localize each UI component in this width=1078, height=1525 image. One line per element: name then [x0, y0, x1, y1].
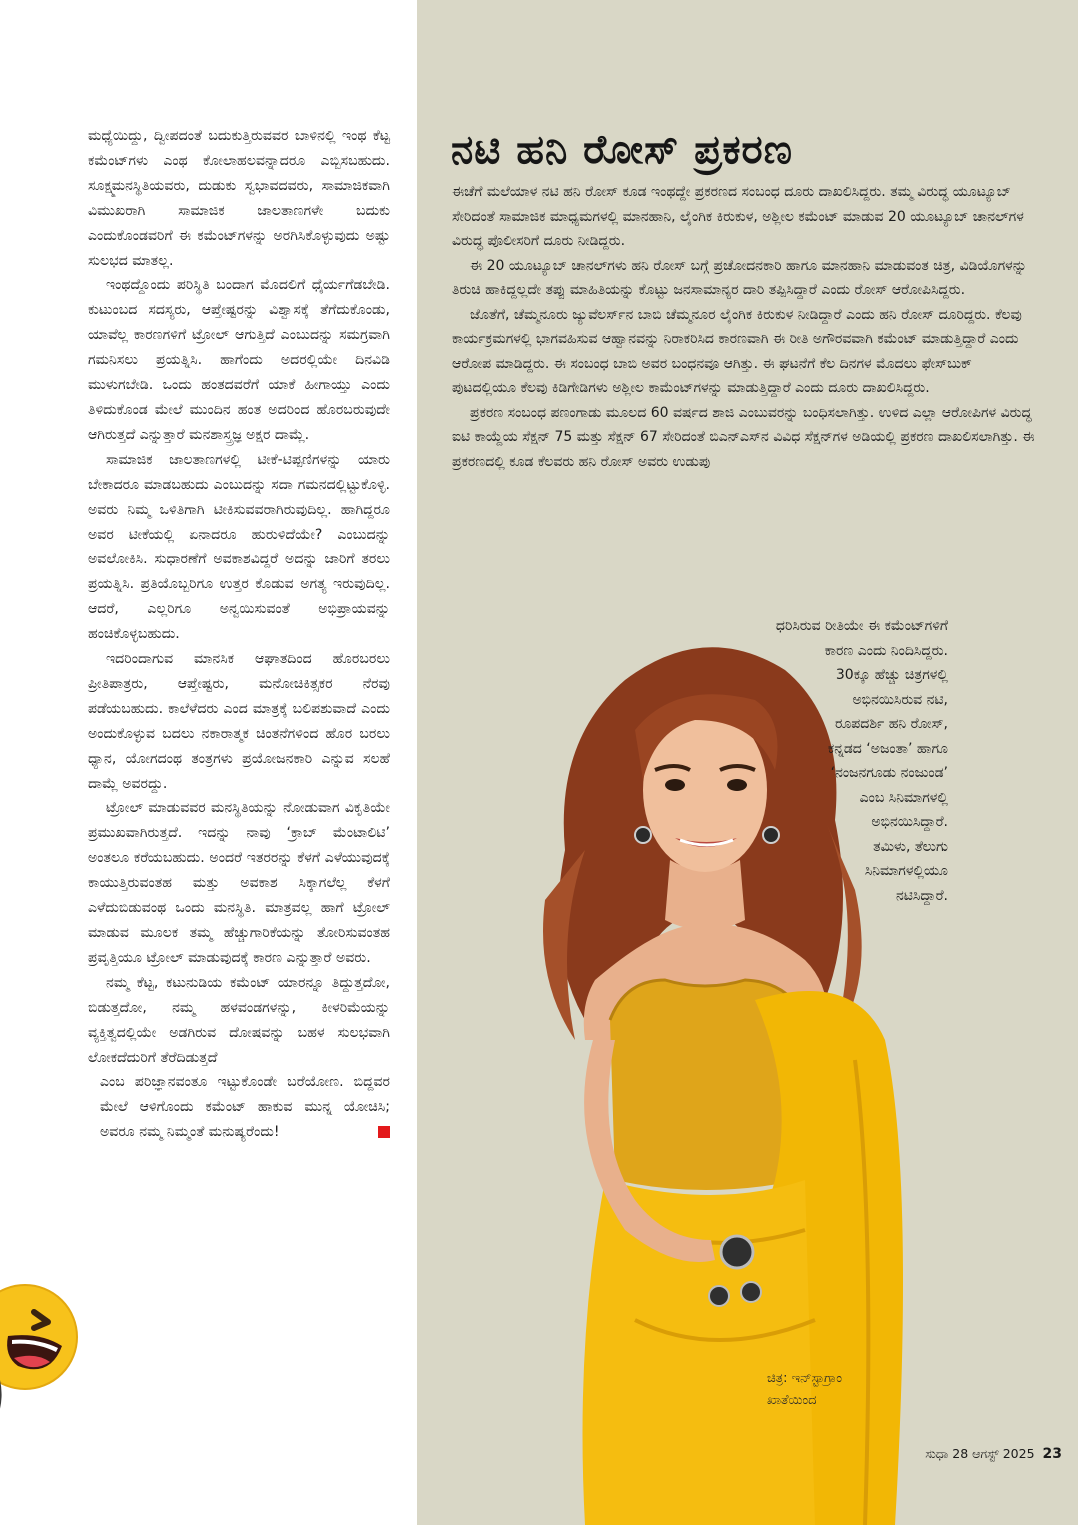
left-paragraph-4: ಇದರಿಂದಾಗುವ ಮಾನಸಿಕ ಆಘಾತದಿಂದ ಹೊರಬರಲು ಪ್ರೀತಿಪಾತ್ರರು, ಆಪ್ತೇಷ್ಟರು, ಮನೋಚಿಕಿತ್ಸಕರ ನೆರವು ಪಡೆಯಬಹುದು. ಕಾಲೆಳೆದರು ಎಂದ ಮಾತ್ರಕ್ಕೆ ಬಲಿಪಶುವಾದೆ ಎಂದು ಅಂದುಕೊಳ್ಳುವ ಬದಲು ನಕಾರಾತ್ಮಕ ಚಿಂತನೆಗಳಿಂದ ಹೊರ ಬರಲು ಧ್ಯಾನ, ಯೋಗದಂಥ ತಂತ್ರಗಳು ಪ್ರಯೋಜನಕಾರಿ ಎನ್ನುವ ಸಲಹೆ ದಾಮ್ಲೆ ಅವರದ್ದು. — [88, 651, 390, 792]
left-column — [0, 0, 417, 1525]
right-paragraph-3: ಜೊತೆಗೆ, ಚೆಮ್ಮನೂರು ಜ್ಯುವೆಲರ್ಸ್‌ನ ಬಾಬಿ ಚೆಮ್ಮನೂರ ಲೈಂಗಿಕ ಕಿರುಕುಳ ನೀಡಿದ್ದಾರೆ ಎಂದು ಹನಿ ರೋಸ್ ದೂರಿದ್ದರು. ಕೆಲವು ಕಾರ್ಯಕ್ರಮಗಳಲ್ಲಿ ಭಾಗವಹಿಸುವ ಆಹ್ವಾನವನ್ನು ನಿರಾಕರಿಸಿದ ಕಾರಣವಾಗಿ ಈ ರೀತಿ ಅಗೌರವವಾಗಿ ಕಮೆಂಟ್ ಮಾಡುತ್ತಿದ್ದಾರೆ ಎಂದು ಆರೋಪ ಮಾಡಿದ್ದರು. ಈ ಸಂಬಂಧ ಬಾಬಿ ಅವರ ಬಂಧನವೂ ಆಗಿತ್ತು. ಈ ಘಟನೆಗೆ ಕೆಲ ದಿನಗಳ ಮೊದಲು ಫೇಸ್‌ಬುಕ್ ಪುಟದಲ್ಲಿಯೂ ಕೆಲವು ಕಿಡಿಗೇಡಿಗಳು ಅಶ್ಲೀಲ ಕಾಮೆಂಟ್‌ಗಳನ್ನು ಮಾಡುತ್ತಿದ್ದಾರೆ ಎಂದು ದೂರು ದಾಖಲಿಸಿದ್ದರು. — [452, 306, 1022, 396]
caption-line: ರೂಪದರ್ಶಿ ಹನಿ ರೋಸ್, — [834, 716, 948, 732]
caption-line: ಎಂಬ ಸಿನಿಮಾಗಳಲ್ಲಿ — [859, 789, 948, 806]
caption-line: ‘ನಂಜನಗೂಡು ನಂಜುಂಡ’ — [830, 765, 948, 781]
right-article-body — [452, 180, 1037, 474]
image-caption — [618, 614, 948, 908]
right-paragraph-4: ಪ್ರಕರಣ ಸಂಬಂಧ ಪಣಂಗಾಡು ಮೂಲದ 60 ವರ್ಷದ ಶಾಜಿ ಎಂಬುವರನ್ನು ಬಂಧಿಸಲಾಗಿತ್ತು. ಉಳಿದ ಎಲ್ಲಾ ಆರೋಪಿಗಳ ವಿರುದ್ಧ ಐಟಿ ಕಾಯ್ದೆಯ ಸೆಕ್ಷನ್ 75 ಮತ್ತು ಸೆಕ್ಷನ್ 67 ಸೇರಿದಂತೆ ಬಿಎನ್‌ಎಸ್‌ನ ವಿವಿಧ ಸೆಕ್ಷನ್‌ಗಳ ಅಡಿಯಲ್ಲಿ ಪ್ರಕರಣ ದಾಖಲಿಸಲಾಗಿತ್ತು. ಈ ಪ್ರಕರಣದಲ್ಲಿ ಕೂಡ ಕೆಲವರು ಹನಿ ರೋಸ್ ಅವರು ಉಡುಪು — [452, 404, 1035, 470]
caption-line: ಕಾರಣ ಎಂದು ನಿಂದಿಸಿದ್ದರು. — [824, 642, 948, 659]
caption-line: ಅಭಿನಯಿಸಿರುವ ನಟಿ, — [852, 691, 948, 708]
caption-line: ತಮಿಳು, ತೆಲುಗು — [873, 838, 948, 855]
left-paragraph-tail — [88, 1070, 390, 1145]
caption-line: ಕನ್ನಡದ ‘ಅಜಂತಾ’ ಹಾಗೂ — [827, 740, 948, 757]
caption-line: 30ಕ್ಕೂ ಹೆಚ್ಚು ಚಿತ್ರಗಳಲ್ಲಿ — [835, 667, 948, 683]
left-paragraph-3: ಸಾಮಾಜಿಕ ಜಾಲತಾಣಗಳಲ್ಲಿ ಟೀಕೆ-ಟಿಪ್ಪಣಿಗಳನ್ನು ಯಾರು ಬೇಕಾದರೂ ಮಾಡಬಹುದು ಎಂಬುದನ್ನು ಸದಾ ಗಮನದಲ್ಲಿಟ್ಟುಕೊಳ್ಳಿ. ಅವರು ನಿಮ್ಮ ಒಳಿತಿಗಾಗಿ ಟೀಕಿಸುವವರಾಗಿರುವುದಿಲ್ಲ. ಹಾಗಿದ್ದರೂ ಅವರ ಟೀಕೆಯಲ್ಲಿ ಏನಾದರೂ ಹುರುಳಿದೆಯೇ? ಎಂಬುದನ್ನು ಅವಲೋಕಿಸಿ. ಸುಧಾರಣೆಗೆ ಅವಕಾಶವಿದ್ದರೆ ಅದನ್ನು ಜಾರಿಗೆ ತರಲು ಪ್ರಯತ್ನಿಸಿ. ಪ್ರತಿಯೊಬ್ಬರಿಗೂ ಉತ್ತರ ಕೊಡುವ ಅಗತ್ಯ ಇರುವುದಿಲ್ಲ. ಆದರೆ, ಎಲ್ಲರಿಗೂ ಅನ್ವಯಿಸುವಂತೆ ಅಭಿಪ್ರಾಯವನ್ನು ಹಂಚಿಕೊಳ್ಳಬಹುದು. — [88, 451, 390, 643]
left-paragraph-1: ಮಧ್ಯೆಯಿದ್ದು, ದ್ವೀಪದಂತೆ ಬದುಕುತ್ತಿರುವವರ ಬಾಳಿನಲ್ಲಿ ಇಂಥ ಕೆಟ್ಟ ಕಮೆಂಟ್‌ಗಳು ಎಂಥ ಕೋಲಾಹಲವನ್ನಾದರೂ ಎಬ್ಬಿಸಬಹುದು. ಸೂಕ್ಷ್ಮಮನಸ್ಥಿತಿಯವರು, ದುಡುಕು ಸ್ವಭಾವದವರು, ಸಾಮಾಜಿಕವಾಗಿ ವಿಮುಖರಾಗಿ ಸಾಮಾಜಿಕ ಜಾಲತಾಣಗಳೇ ಬದುಕು ಎಂದುಕೊಂಡವರಿಗೆ ಈ ಕಮೆಂಟ್‌ಗಳನ್ನು ಅರಗಿಸಿಕೊಳ್ಳುವುದು ಅಷ್ಟು ಸುಲಭದ ಮಾತಲ್ಲ. — [88, 128, 390, 269]
caption-line: ನಟಿಸಿದ್ದಾರೆ. — [895, 887, 948, 904]
photo-credit-line: ಚಿತ್ರ: ಇನ್‌ಸ್ಟಾಗ್ರಾಂ — [767, 1371, 842, 1386]
left-paragraph-2: ಇಂಥದ್ದೊಂದು ಪರಿಸ್ಥಿತಿ ಬಂದಾಗ ಮೊದಲಿಗೆ ಧೈರ್ಯಗೆಡಬೇಡಿ. ಕುಟುಂಬದ ಸದಸ್ಯರು, ಆಪ್ತೇಷ್ಟರನ್ನು ವಿಶ್ವಾಸಕ್ಕೆ ತೆಗೆದುಕೊಂಡು, ಯಾವೆಲ್ಲ ಕಾರಣಗಳಿಗೆ ಟ್ರೋಲ್ ಆಗುತ್ತಿದೆ ಎಂಬುದನ್ನು ಸಮಗ್ರವಾಗಿ ಗಮನಿಸಲು ಪ್ರಯತ್ನಿಸಿ. ಹಾಗೆಂದು ಅದರಲ್ಲಿಯೇ ದಿನವಿಡಿ ಮುಳುಗಬೇಡಿ. ಒಂದು ಹಂತದವರೆಗೆ ಯಾಕೆ ಹೀಗಾಯ್ತು ಎಂದು ತಿಳಿದುಕೊಂಡ ಮೇಲೆ ಮುಂದಿನ ಹಂತ ಅದರಿಂದ ಹೊರಬರುವುದೇ ಆಗಿರುತ್ತದೆ ಎನ್ನುತ್ತಾರೆ ಮನಶಾಸ್ತ್ರಜ್ಞ ಅಕ್ಷರ ದಾಮ್ಲೆ. — [88, 277, 390, 443]
right-paragraph-2: ಈ 20 ಯೂಟ್ಯೂಬ್ ಚಾನಲ್‌ಗಳು ಹನಿ ರೋಸ್ ಬಗ್ಗೆ ಪ್ರಚೋದನಕಾರಿ ಹಾಗೂ ಮಾನಹಾನಿ ಮಾಡುವಂತ ಚಿತ್ರ, ವಿಡಿಯೊಗಳನ್ನು ತಿರುಚಿ ಹಾಕಿದ್ದಲ್ಲದೇ ತಪ್ಪು ಮಾಹಿತಿಯನ್ನು ಕೊಟ್ಟು ಜನಸಾಮಾನ್ಯರ ದಾರಿ ತಪ್ಪಿಸಿದ್ದಾರೆ ಎಂದು ರೋಸ್ ಆರೋಪಿಸಿದ್ದರು. — [452, 257, 1027, 298]
page-footer — [925, 1446, 1062, 1462]
caption-line: ಸಿನಿಮಾಗಳಲ್ಲಿಯೂ — [864, 863, 948, 879]
photo-credit-line: ಖಾತೆಯಿಂದ — [767, 1393, 817, 1408]
page-number: 23 — [1042, 1446, 1062, 1462]
article-end-mark — [378, 1126, 390, 1138]
caption-line: ಧರಿಸಿರುವ ರೀತಿಯೇ ಈ ಕಮೆಂಟ್‌ಗಳಿಗೆ — [775, 618, 948, 634]
right-paragraph-1: ಈಚೆಗೆ ಮಲೆಯಾಳ ನಟಿ ಹನಿ ರೋಸ್ ಕೂಡ ಇಂಥದ್ದೇ ಪ್ರಕರಣದ ಸಂಬಂಧ ದೂರು ದಾಖಲಿಸಿದ್ದರು. ತಮ್ಮ ವಿರುದ್ಧ ಯೂಟ್ಯೂಬ್ ಸೇರಿದಂತೆ ಸಾಮಾಜಿಕ ಮಾಧ್ಯಮಗಳಲ್ಲಿ ಮಾನಹಾನಿ, ಲೈಂಗಿಕ ಕಿರುಕುಳ, ಅಶ್ಲೀಲ ಕಮೆಂಟ್ ಮಾಡುವ 20 ಯೂಟ್ಯೂಬ್ ಚಾನಲ್‌ಗಳ ವಿರುದ್ಧ ಪೊಲೀಸರಿಗೆ ದೂರು ನೀಡಿದ್ದರು. — [452, 184, 1024, 249]
publication-info: ಸುಧಾ 28 ಆಗಸ್ಟ್ 2025 — [925, 1446, 1035, 1461]
laughing-emoji-icon — [0, 1282, 80, 1392]
left-article-body — [88, 124, 390, 1145]
headline: ನಟಿ ಹನಿ ರೋಸ್ ಪ್ರಕರಣ — [451, 127, 794, 173]
photo-credit — [767, 1368, 907, 1412]
left-tail-text: ಎಂಬ ಪರಿಜ್ಞಾನವಂತೂ ಇಟ್ಟುಕೊಂಡೇ ಬರೆಯೋಣ. ಬಿದ್ದವರ ಮೇಲೆ ಆಳಿಗೊಂದು ಕಮೆಂಟ್ ಹಾಕುವ ಮುನ್ನ ಯೋಚಿಸಿ; ಅವರೂ ನಮ್ಮ ನಿಮ್ಮಂತೆ ಮನುಷ್ಯರೆಂದು! — [100, 1074, 390, 1141]
caption-line: ಅಭಿನಯಿಸಿದ್ದಾರೆ. — [871, 814, 948, 830]
left-paragraph-6: ನಮ್ಮ ಕೆಟ್ಟ, ಕಟುನುಡಿಯ ಕಮೆಂಟ್ ಯಾರನ್ನೂ ತಿದ್ದುತ್ತದೋ, ಬಿಡುತ್ತದೋ, ನಮ್ಮ ಹಳವಂಡಗಳನ್ನು, ಕೀಳರಿಮೆಯನ್ನು ವ್ಯಕ್ತಿತ್ವದಲ್ಲಿಯೇ ಅಡಗಿರುವ ದೋಷವನ್ನು ಬಹಳ ಸುಲಭವಾಗಿ ಲೋಕದೆದುರಿಗೆ ತೆರೆದಿಡುತ್ತದೆ — [88, 974, 390, 1066]
right-sidebar-panel — [417, 0, 1078, 1525]
emoji-tear-icon — [0, 1378, 10, 1418]
left-paragraph-5: ಟ್ರೋಲ್ ಮಾಡುವವರ ಮನಸ್ಥಿತಿಯನ್ನು ನೋಡುವಾಗ ವಿಕೃತಿಯೇ ಪ್ರಮುಖವಾಗಿರುತ್ತದೆ. ಇದನ್ನು ನಾವು ‘ಕ್ರಾಬ್ ಮೆಂಟಾಲಿಟಿ’ ಅಂತಲೂ ಕರೆಯಬಹುದು. ಅಂದರೆ ಇತರರನ್ನು ಕೆಳಗೆ ಎಳೆಯುವುದಕ್ಕೆ ಕಾಯುತ್ತಿರುವಂತಹ ಮತ್ತು ಅವಕಾಶ ಸಿಕ್ಕಾಗಲೆಲ್ಲ ಕೆಳಗೆ ಎಳೆದುಬಿಡುವಂಥ ಒಂದು ಮನಸ್ಥಿತಿ. ಮಾತ್ರವಲ್ಲ ಹಾಗೆ ಟ್ರೋಲ್ ಮಾಡುವ ಮೂಲಕ ತಮ್ಮ ಹೆಚ್ಚುಗಾರಿಕೆಯನ್ನು ತೋರಿಸುವಂತಹ ಪ್ರವೃತ್ತಿಯೂ ಟ್ರೋಲ್ ಮಾಡುವುದಕ್ಕೆ ಕಾರಣ ಎನ್ನುತ್ತಾರೆ ಅವರು. — [88, 800, 390, 966]
